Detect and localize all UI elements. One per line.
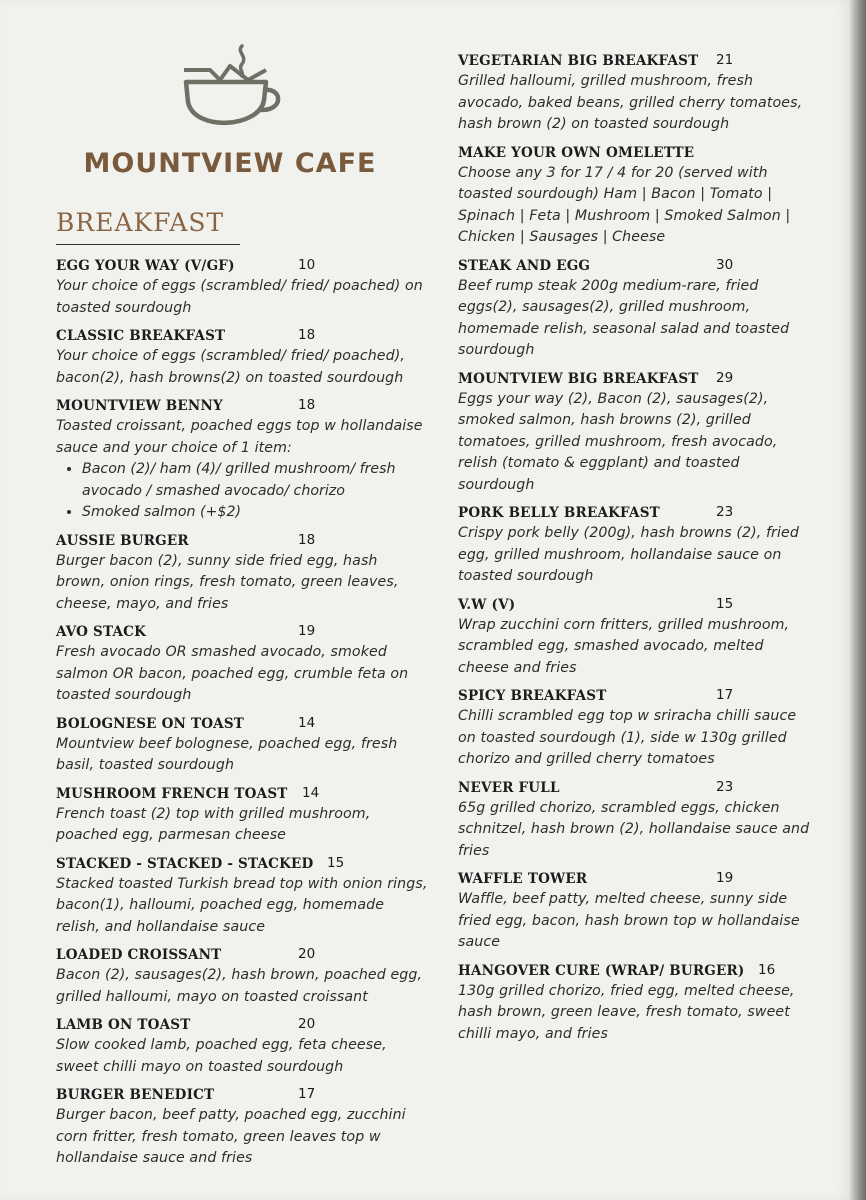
menu-item <box>458 255 810 362</box>
menu-item <box>56 853 428 939</box>
menu-item <box>458 502 810 588</box>
menu-item-description: Crispy pork belly (200g), hash browns (2), fried egg, grilled mushroom, hollandaise sauce on toasted sourdough <box>458 525 799 584</box>
menu-item-price: 18 <box>298 327 316 343</box>
menu-item-description: Bacon (2), sausages(2), hash brown, poached egg, grilled halloumi, mayo on toasted croissant <box>56 967 423 1005</box>
menu-item-name: BURGER BENEDICT <box>56 1087 215 1103</box>
menu-item-price: 17 <box>298 1086 316 1102</box>
menu-item-header <box>56 395 428 416</box>
menu-item-description: Chilli scrambled egg top w sriracha chilli sauce on toasted sourdough (1), side w 130g grilled chorizo and grilled cherry tomatoes <box>458 708 797 767</box>
menu-item-header <box>458 685 810 706</box>
menu-item-price: 15 <box>327 854 345 871</box>
menu-item-header <box>458 777 810 798</box>
menu-item-price: 14 <box>298 714 316 731</box>
menu-item-header <box>56 1014 428 1035</box>
menu-item <box>56 1014 428 1078</box>
menu-item-description: Eggs your way (2), Bacon (2), sausages(2), smoked salmon, hash browns (2), grilled tomatoes, grilled mushroom, fresh avocado, relish (tomato & eggplant) and toasted sourdough <box>458 390 778 493</box>
menu-item-price: 30 <box>716 256 734 273</box>
page-edge <box>850 0 866 1200</box>
menu-item-name: MOUNTVIEW BIG BREAKFAST <box>458 370 699 387</box>
menu-item-header <box>458 50 810 71</box>
menu-item <box>56 255 428 319</box>
menu-item-header <box>458 368 810 389</box>
menu-item-description: Mountview beef bolognese, poached egg, fresh basil, toasted sourdough <box>56 735 398 773</box>
cafe-logo <box>80 40 380 190</box>
menu-item <box>56 713 428 777</box>
menu-item-header <box>56 853 428 874</box>
menu-item-name: STACKED - STACKED - STACKED <box>56 855 314 872</box>
menu-item-name: VEGETARIAN BIG BREAKFAST <box>458 53 699 69</box>
menu-item-price: 14 <box>302 784 320 801</box>
menu-item <box>458 368 810 497</box>
menu-item <box>458 685 810 771</box>
menu-item-description: Your choice of eggs (scrambled/ fried/ poached) on toasted sourdough <box>56 278 423 316</box>
menu-item-description: Fresh avocado OR smashed avocado, smoked salmon OR bacon, poached egg, crumble feta on toasted sourdough <box>56 644 409 703</box>
menu-item <box>458 777 810 863</box>
menu-item-description: Grilled halloumi, grilled mushroom, fresh avocado, baked beans, grilled cherry tomatoes, hash brown (2) on toasted sourdough <box>458 73 803 132</box>
menu-item-price: 18 <box>298 397 316 413</box>
menu-item-name: NEVER FULL <box>458 779 560 796</box>
menu-item-description: Choose any 3 for 17 / 4 for 20 (served with toasted sourdough) Ham | Bacon | Tomato | Spinach | Feta | Mushroom | Smoked Salmon | Chicken | Sausages | Cheese <box>458 164 791 245</box>
menu-item-price: 29 <box>716 369 734 386</box>
menu-item <box>56 1084 428 1170</box>
menu-item-description: 65g grilled chorizo, scrambled eggs, chicken schnitzel, hash brown (2), hollandaise sauce and fries <box>458 799 810 859</box>
menu-item-name: LAMB ON TOAST <box>56 1017 191 1033</box>
menu-item-description: Beef rump steak 200g medium-rare, fried eggs(2), sausages(2), grilled mushroom, homemade relish, seasonal salad and toasted sourdough <box>458 277 790 358</box>
menu-item-name: LOADED CROISSANT <box>56 947 222 963</box>
menu-item-header <box>56 944 428 965</box>
menu-item-description: Burger bacon, beef patty, poached egg, zucchini corn fritter, fresh tomato, green leaves top w hollandaise sauce and fries <box>56 1107 406 1166</box>
menu-item <box>56 530 428 616</box>
menu-item <box>458 142 810 249</box>
menu-item-header <box>56 530 428 551</box>
menu-item-description: Wrap zucchini corn fritters, grilled mushroom, scrambled egg, smashed avocado, melted cheese and fries <box>458 616 790 676</box>
menu-item-header <box>458 960 810 981</box>
menu-item-name: STEAK AND EGG <box>458 257 591 274</box>
menu-item-header <box>458 142 810 163</box>
menu-item <box>56 783 428 847</box>
menu-item-header <box>458 255 810 276</box>
menu-item-name: BOLOGNESE ON TOAST <box>56 715 245 732</box>
menu-item-header <box>458 594 810 615</box>
menu-item-name: PORK BELLY BREAKFAST <box>458 505 660 521</box>
menu-item-name: HANGOVER CURE (WRAP/ BURGER) <box>458 962 745 979</box>
menu-item-header <box>56 713 428 734</box>
menu-item-name: MOUNTVIEW BENNY <box>56 398 223 414</box>
menu-item-price: 23 <box>716 778 734 795</box>
menu-item <box>458 50 810 136</box>
menu-item-price: 17 <box>716 687 734 703</box>
menu-item-name: AUSSIE BURGER <box>56 532 189 549</box>
menu-item-header <box>458 868 810 889</box>
menu-item-description: Stacked toasted Turkish bread top with onion rings, bacon(1), halloumi, poached egg, homemade relish, and hollandaise sauce <box>56 875 428 935</box>
menu-item-price: 20 <box>298 1016 316 1032</box>
menu-item-price: 21 <box>716 52 734 68</box>
menu-item <box>56 395 428 524</box>
menu-item-description: Your choice of eggs (scrambled/ fried/ poached), bacon(2), hash browns(2) on toasted sourdough <box>56 348 405 386</box>
menu-item-description: 130g grilled chorizo, fried egg, melted cheese, hash brown, green leave, fresh tomato, sweet chilli mayo, and fries <box>458 982 795 1042</box>
section-divider <box>56 244 240 245</box>
menu-item-name: WAFFLE TOWER <box>458 871 588 887</box>
menu-item-name: SPICY BREAKFAST <box>458 688 607 704</box>
menu-item-description: Slow cooked lamb, poached egg, feta cheese, sweet chilli mayo on toasted sourdough <box>56 1037 387 1075</box>
brand-name: MOUNTVIEW CAFE <box>83 148 377 179</box>
menu-item-name: MUSHROOM FRENCH TOAST <box>56 785 288 802</box>
menu-item-header <box>458 502 810 523</box>
menu-item-price: 16 <box>758 961 776 978</box>
menu-item-description: French toast (2) top with grilled mushroom, poached egg, parmesan cheese <box>56 805 371 843</box>
menu-item <box>458 594 810 680</box>
menu-item-options <box>56 459 428 524</box>
menu-item <box>458 868 810 954</box>
menu-item-price: 19 <box>716 870 734 886</box>
menu-item-price: 19 <box>298 623 316 639</box>
menu-item-price: 23 <box>716 504 734 520</box>
menu-item-header <box>56 325 428 346</box>
menu-item-name: AVO STACK <box>56 624 146 640</box>
menu-item-header <box>56 621 428 642</box>
menu-item-price: 18 <box>298 531 316 548</box>
menu-item-price: 15 <box>716 595 734 612</box>
menu-item-price: 20 <box>298 946 316 962</box>
menu-item-description: Burger bacon (2), sunny side fried egg, hash brown, onion rings, fresh tomato, green leaves, cheese, mayo, and fries <box>56 552 399 612</box>
menu-item <box>56 621 428 707</box>
menu-item-name: V.W (V) <box>458 596 516 613</box>
menu-item-price: 10 <box>298 257 316 273</box>
menu-item <box>56 325 428 389</box>
menu-item-description: Waffle, beef patty, melted cheese, sunny side fried egg, bacon, hash brown top w hollandaise sauce <box>458 891 800 950</box>
menu-item-name: MAKE YOUR OWN OMELETTE <box>458 144 695 161</box>
menu-item-header <box>56 783 428 804</box>
menu-item-option: • Bacon (2)/ ham (4)/ grilled mushroom/ fresh avocado / smashed avocado/ chorizo <box>82 459 428 502</box>
menu-item-header <box>56 255 428 276</box>
menu-item-option: • Smoked salmon (+$2) <box>82 502 428 524</box>
right-menu-column <box>458 50 810 1051</box>
menu-item <box>458 960 810 1046</box>
left-menu-column <box>56 255 428 1176</box>
menu-item-name: EGG YOUR WAY (V/GF) <box>56 258 235 274</box>
menu-item-name: CLASSIC BREAKFAST <box>56 328 226 344</box>
section-title: BREAKFAST <box>56 208 225 237</box>
menu-item-description: Toasted croissant, poached eggs top w hollandaise sauce and your choice of 1 item: <box>56 418 423 456</box>
menu-item-header <box>56 1084 428 1105</box>
menu-item <box>56 944 428 1008</box>
coffee-cup-logo-icon <box>170 40 290 140</box>
